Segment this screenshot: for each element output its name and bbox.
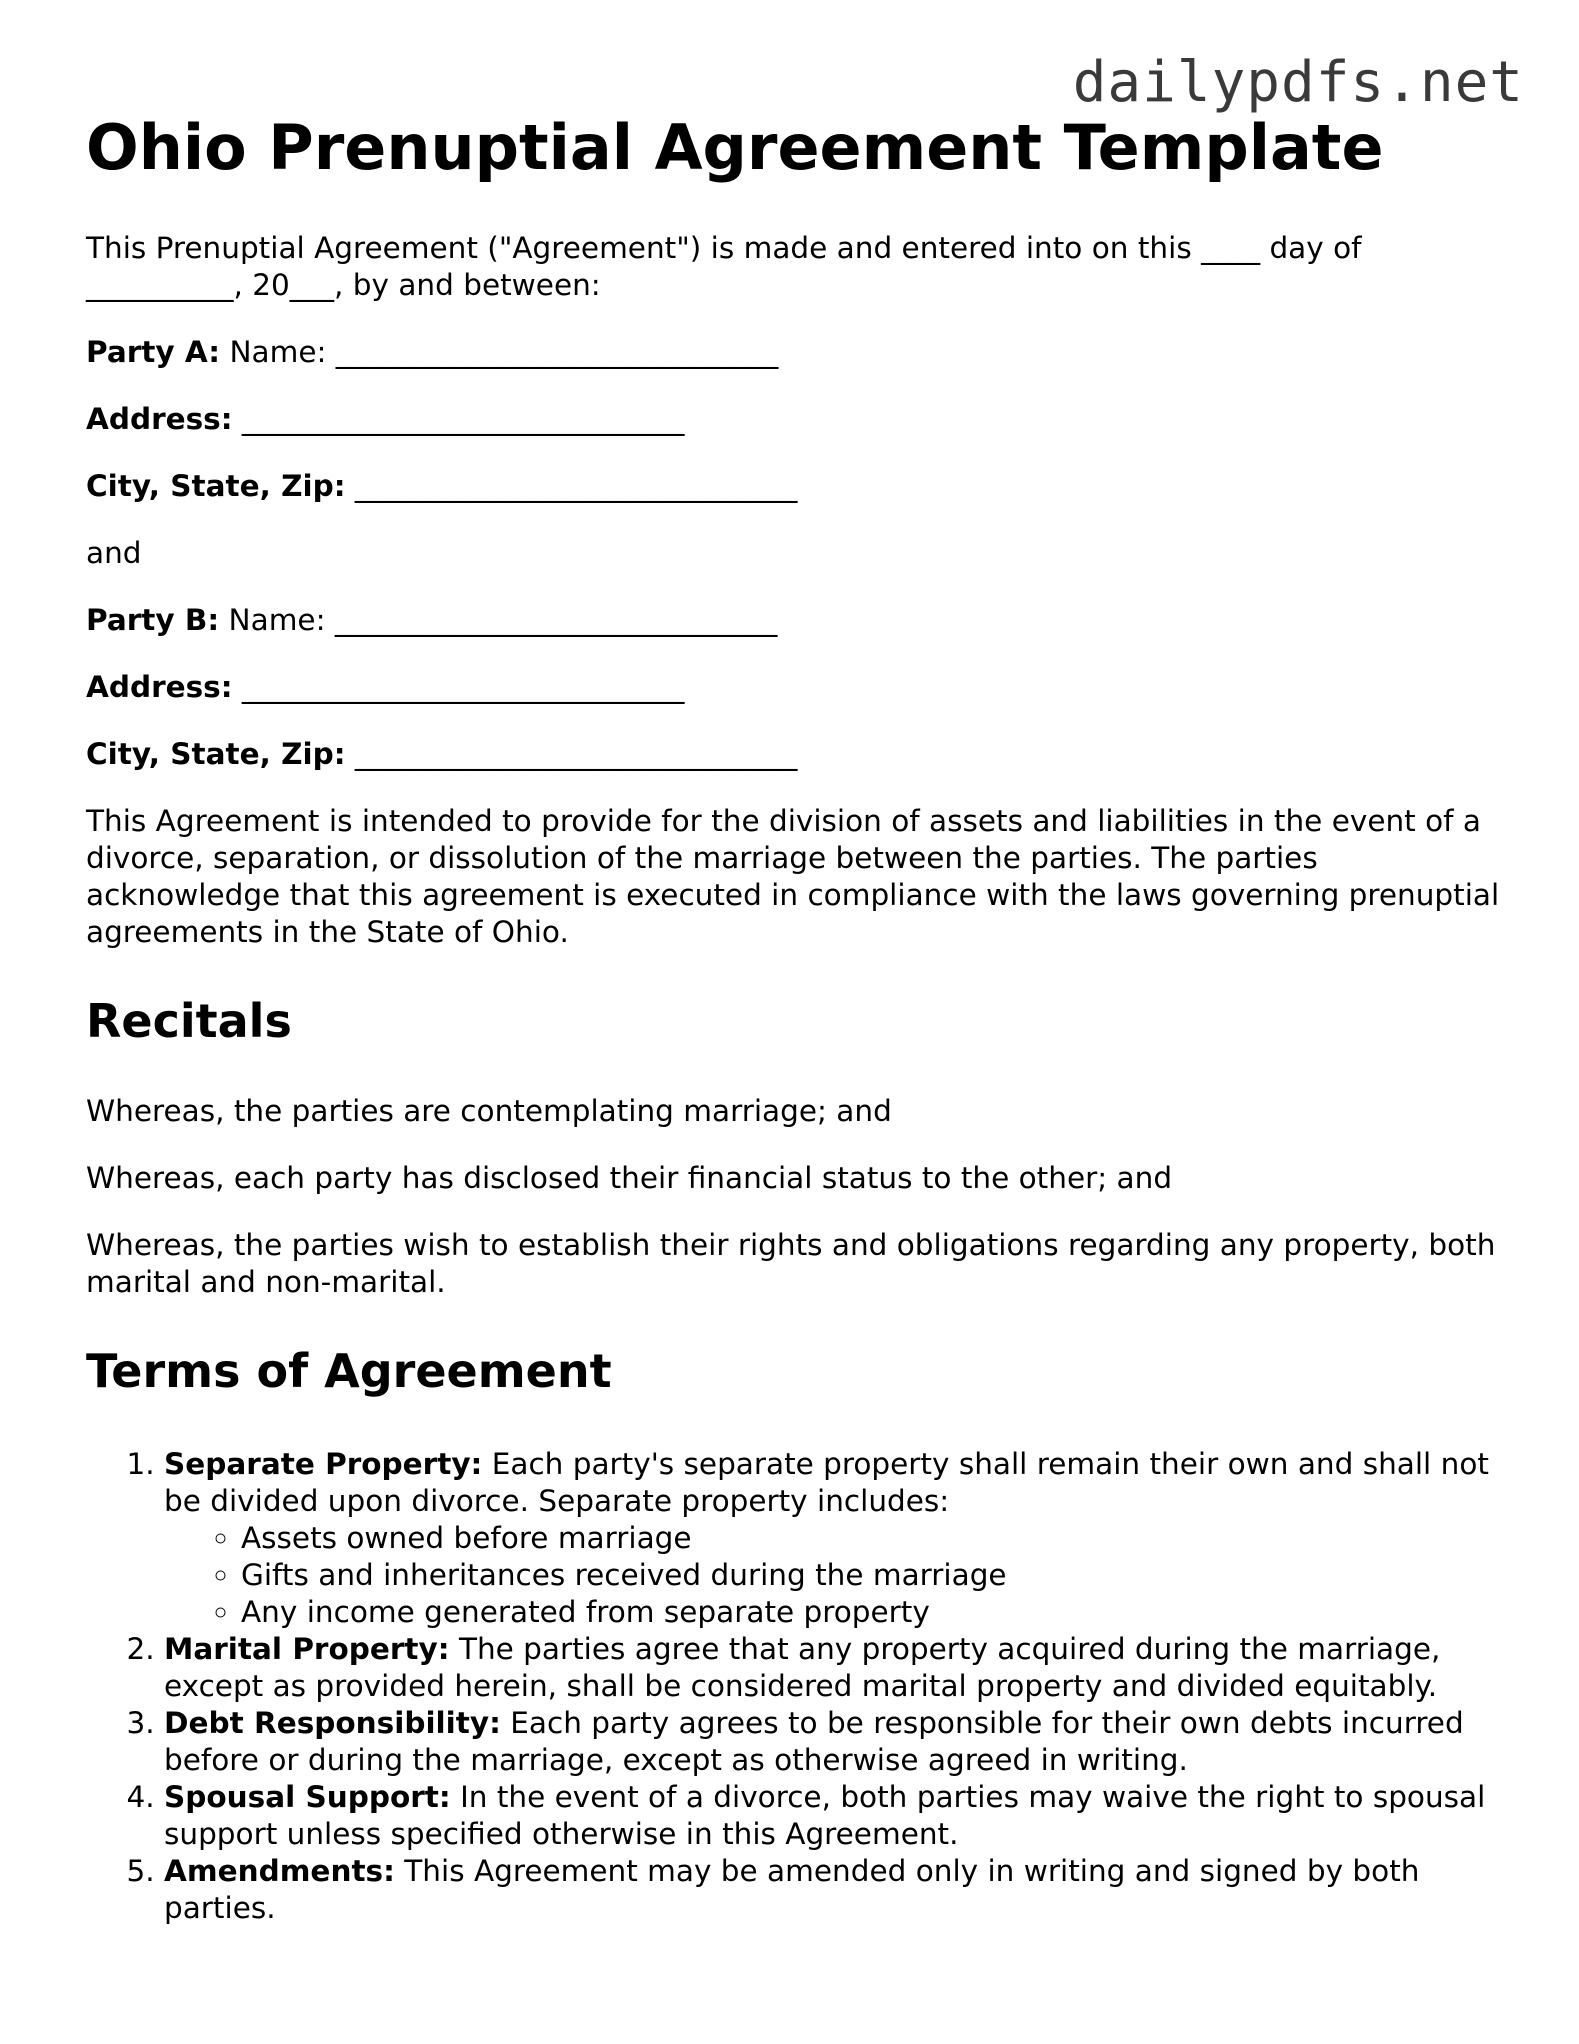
term-text: This Agreement may be amended only in writing and signed by both parties. <box>164 1854 1420 1925</box>
term-label: Separate Property: <box>164 1447 483 1481</box>
terms-heading: Terms of Agreement <box>86 1344 612 1398</box>
sub-list-item: ◦ Gifts and inheritances received during the marriage <box>241 1557 1506 1594</box>
party-a-name-field <box>86 334 1506 371</box>
party-a-address-blank: ______________________________ <box>232 402 685 436</box>
term-text: Each party agrees to be responsible for their own debts incurred before or during the marriage, except as otherwise agreed in writing. <box>164 1706 1464 1777</box>
party-b-address-blank: ______________________________ <box>232 670 685 704</box>
term-label: Debt Responsibility: <box>164 1706 501 1740</box>
recital-item: Whereas, each party has disclosed their financial status to the other; and <box>86 1161 1173 1195</box>
term-text: The parties agree that any property acquired during the marriage, except as provided herein, shall be considered marital property and divided equitably. <box>164 1632 1441 1703</box>
term-text: Each party's separate property shall remain their own and shall not be divided upon divorce. Separate property includes: <box>164 1447 1489 1518</box>
term-label: Amendments: <box>164 1854 395 1888</box>
party-a-label: Party A: <box>86 335 221 369</box>
party-b-name-blank: Name: ______________________________ <box>219 603 778 637</box>
recitals-heading: Recitals <box>86 994 292 1048</box>
sub-list-item: ◦ Assets owned before marriage <box>241 1520 1506 1557</box>
watermark: dailypdfs.net <box>1072 50 1524 115</box>
term-item-amendments <box>164 1853 1506 1927</box>
term-text: In the event of a divorce, both parties may waive the right to spousal support unless specified otherwise in this Agreement. <box>164 1780 1486 1851</box>
party-a-address-field <box>86 401 1506 438</box>
recital-item: Whereas, the parties are contemplating marriage; and <box>86 1094 892 1128</box>
party-b-address-label: Address: <box>86 670 233 704</box>
recital-item: Whereas, the parties wish to establish their rights and obligations regarding any property, both marital and non-marital. <box>86 1228 1496 1299</box>
term-item-spousal-support <box>164 1779 1506 1853</box>
party-b-address-field <box>86 669 1506 706</box>
term-item-marital-property <box>164 1631 1506 1705</box>
and-connector: and <box>86 536 142 570</box>
sub-list-item: ◦ Any income generated from separate property <box>241 1594 1506 1631</box>
term-item-debt-responsibility <box>164 1705 1506 1779</box>
party-a-city-blank: ______________________________ <box>345 469 798 503</box>
terms-list <box>86 1446 1506 1927</box>
party-b-name-field <box>86 602 1506 639</box>
party-a-city-field <box>86 468 1506 505</box>
party-a-address-label: Address: <box>86 402 233 436</box>
party-a-city-label: City, State, Zip: <box>86 469 346 503</box>
intro-paragraph: This Prenuptial Agreement ("Agreement") is made and entered into on this ____ day of __________, 20___, by and between: <box>86 231 1362 302</box>
page-title: Ohio Prenuptial Agreement Template <box>86 111 1384 184</box>
term-label: Spousal Support: <box>164 1780 451 1814</box>
term-label: Marital Property: <box>164 1632 450 1666</box>
purpose-paragraph: This Agreement is intended to provide for the division of assets and liabilities in the event of a divorce, separation, or dissolution of the marriage between the parties. The parties acknowledge that this agreement is executed in compliance with the laws governing prenuptial agreements in the State of Ohio. <box>86 804 1500 949</box>
party-b-city-field <box>86 736 1506 773</box>
separate-property-sublist <box>164 1520 1506 1631</box>
term-item-separate-property <box>164 1446 1506 1631</box>
party-b-label: Party B: <box>86 603 220 637</box>
party-b-city-label: City, State, Zip: <box>86 737 346 771</box>
party-a-name-blank: Name: ______________________________ <box>220 335 779 369</box>
document-page <box>86 108 1506 1927</box>
party-b-city-blank: ______________________________ <box>345 737 798 771</box>
